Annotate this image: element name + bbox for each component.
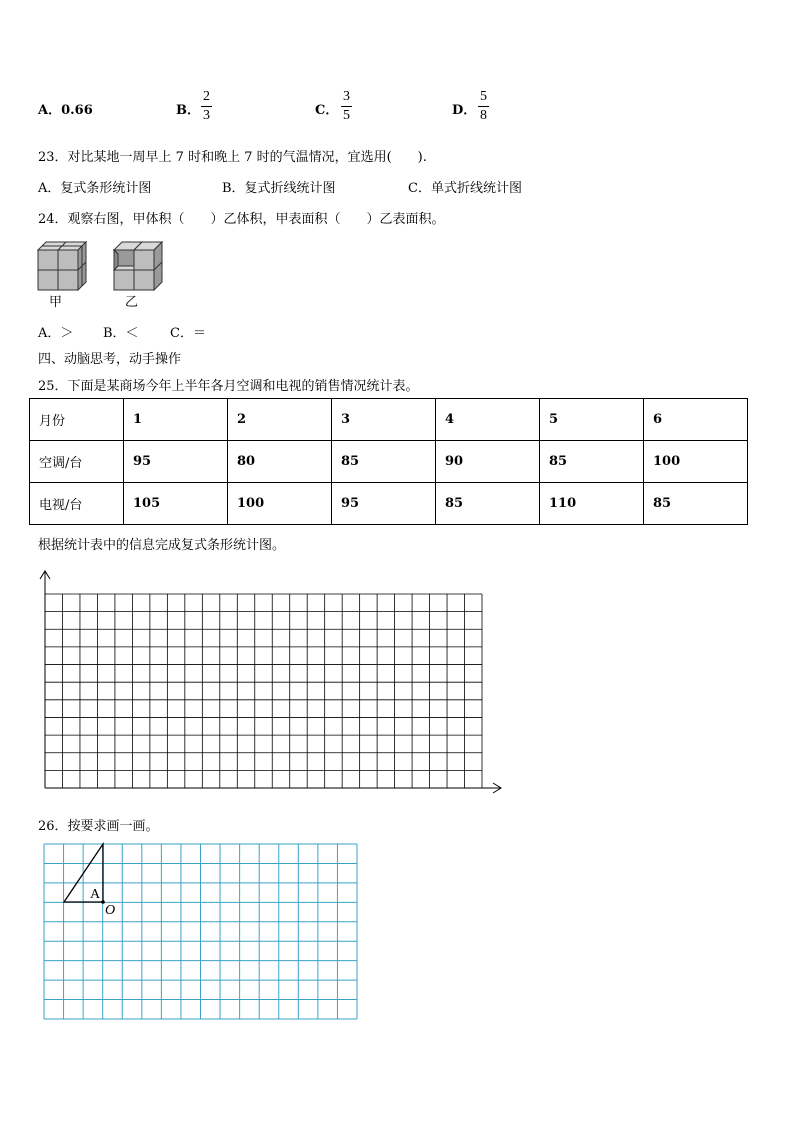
fraction-numerator: 5 (480, 89, 487, 104)
q22-option-b-letter: B． (176, 103, 200, 118)
section-heading: 四、动脑思考，动手操作 (38, 352, 182, 367)
q23-option-a: A．复式条形统计图 (38, 181, 152, 196)
sales-table (29, 398, 748, 525)
table-cell: 4 (436, 399, 540, 441)
q23-option-b: B．复式折线统计图 (222, 181, 336, 196)
table-cell: 80 (228, 441, 332, 483)
table-cell: 90 (436, 441, 540, 483)
q22-option-a: A．0.66 (38, 103, 93, 118)
table-cell: 6 (644, 399, 748, 441)
fraction-numerator: 2 (203, 89, 210, 104)
table-row (30, 441, 748, 483)
q24-option-a: A．＞ (38, 326, 74, 341)
table-cell: 空调/台 (30, 441, 124, 483)
table-cell: 85 (332, 441, 436, 483)
q22-option-c-letter: C． (315, 103, 339, 118)
table-cell: 100 (228, 483, 332, 525)
fraction-numerator: 3 (343, 89, 350, 104)
point-o-label: O (105, 903, 116, 918)
table-cell: 105 (124, 483, 228, 525)
q23-option-c: C．单式折线统计图 (408, 181, 522, 196)
table-cell: 月份 (30, 399, 124, 441)
table-cell: 电视/台 (30, 483, 124, 525)
drawing-grid (42, 842, 362, 1022)
table-cell: 95 (124, 441, 228, 483)
table-cell: 85 (436, 483, 540, 525)
table-cell: 3 (332, 399, 436, 441)
table-cell: 2 (228, 399, 332, 441)
table-cell: 95 (332, 483, 436, 525)
q23-question: 23．对比某地一周早上 7 时和晚上 7 时的气温情况，宜选用( ). (38, 150, 427, 165)
table-cell: 85 (644, 483, 748, 525)
blank-chart-grid (35, 566, 505, 798)
fraction-denominator: 3 (203, 108, 210, 123)
q22-option-c-fraction (341, 89, 352, 124)
table-cell: 1 (124, 399, 228, 441)
point-a-label: A (90, 887, 101, 902)
cube-yi-figure (114, 242, 162, 290)
q22-option-d-letter: D． (452, 103, 477, 118)
q24-option-b: B．＜ (103, 326, 139, 341)
q25-question: 25．下面是某商场今年上半年各月空调和电视的销售情况统计表。 (38, 379, 419, 394)
q26-question: 26．按要求画一画。 (38, 819, 159, 834)
grid-lines-blue (44, 844, 357, 1019)
cube-figures (34, 236, 174, 294)
table-row-header (30, 399, 748, 441)
fraction-denominator: 5 (343, 108, 350, 123)
cube-jia-figure (38, 242, 86, 290)
table-cell: 100 (644, 441, 748, 483)
table-cell: 110 (540, 483, 644, 525)
label-yi: 乙 (125, 295, 139, 310)
q25-instruction: 根据统计表中的信息完成复式条形统计图。 (38, 538, 286, 553)
grid-lines (45, 594, 482, 788)
label-jia: 甲 (49, 295, 63, 310)
q24-option-c: C．＝ (170, 326, 206, 341)
q24-question: 24．观察右图，甲体积（ ）乙体积，甲表面积（ ）乙表面积。 (38, 212, 445, 227)
table-cell: 85 (540, 441, 644, 483)
q22-option-d-fraction (478, 89, 489, 124)
table-cell: 5 (540, 399, 644, 441)
fraction-denominator: 8 (480, 108, 487, 123)
table-row (30, 483, 748, 525)
q22-option-b-fraction (201, 89, 212, 124)
